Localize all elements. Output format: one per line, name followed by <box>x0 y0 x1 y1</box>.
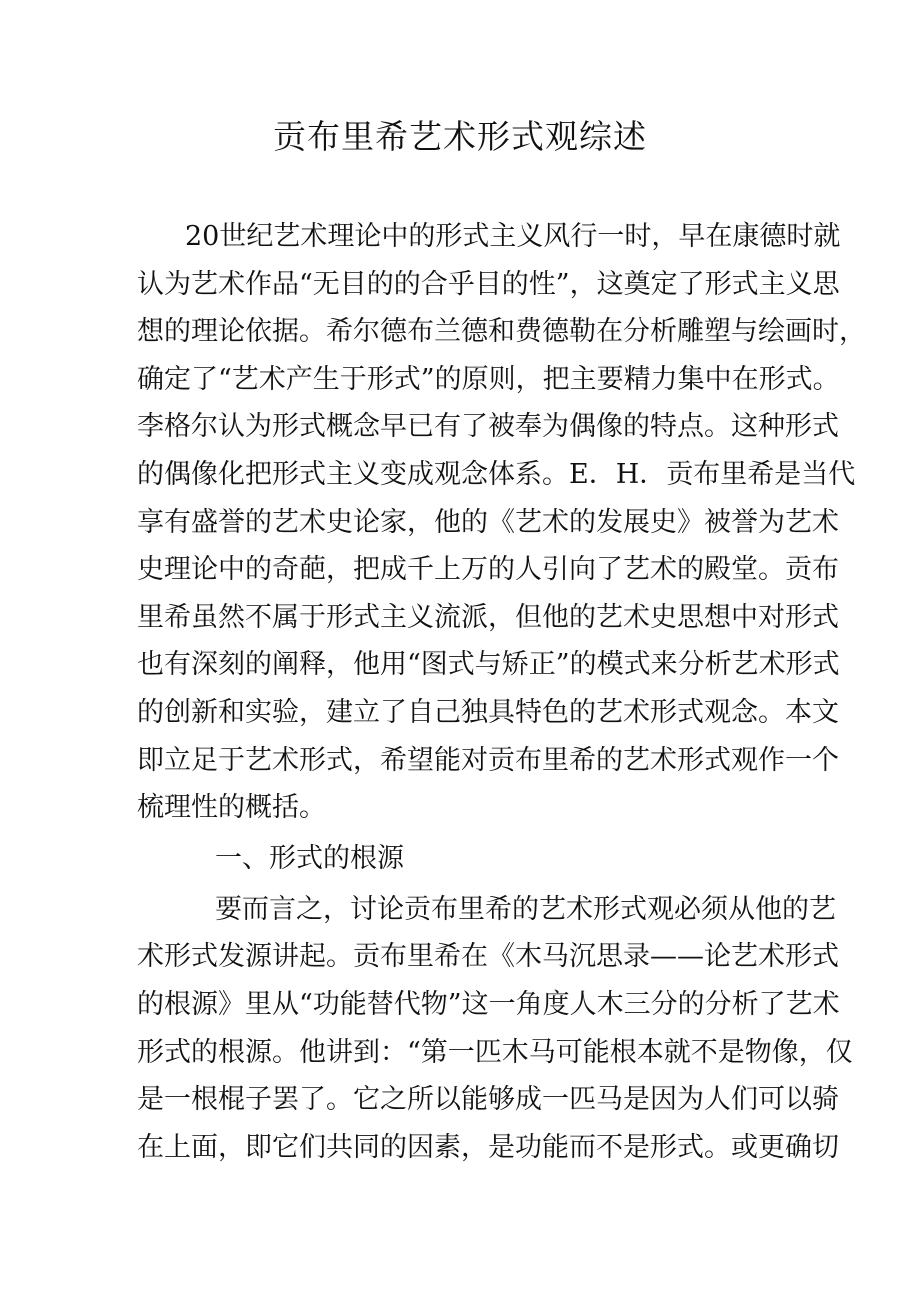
text-line: 的偶像化把形式主义变成观念体系。E．H．贡布里希是当代 <box>137 458 856 490</box>
document-body <box>137 213 866 1171</box>
document-title: 贡布里希艺术形式观综述 <box>273 117 647 156</box>
text-line: 里希虽然不属于形式主义流派，但他的艺术史思想中对形式 <box>137 601 839 633</box>
text-line: 在上面，即它们共同的因素，是功能而不是形式。或更确切 <box>137 1131 839 1163</box>
text-line: 要而言之，讨论贡布里希的艺术形式观必须从他的艺 <box>215 893 836 925</box>
text-line: 20世纪艺术理论中的形式主义风行一时，早在康德时就 <box>185 221 841 252</box>
text-line: 认为艺术作品“无目的的合乎目的性”，这奠定了形式主义思 <box>137 268 840 300</box>
text-line: 形式的根源。他讲到：“第一匹木马可能根本就不是物像，仅 <box>137 1036 853 1068</box>
text-line: 想的理论依据。希尔德布兰德和费德勒在分析雕塑与绘画时， <box>137 316 866 348</box>
text-line: 李格尔认为形式概念早已有了被奉为偶像的特点。这种形式 <box>137 411 839 443</box>
paragraph-1 <box>137 213 866 832</box>
text-line: 享有盛誉的艺术史论家，他的《艺术的发展史》被誉为艺术 <box>137 506 839 538</box>
text-line: 是一根棍子罢了。它之所以能够成一匹马是因为人们可以骑 <box>137 1084 839 1116</box>
text-line: 的根源》里从“功能替代物”这一角度人木三分的分析了艺术 <box>137 988 840 1020</box>
text-line: 史理论中的奇葩，把成千上万的人引向了艺术的殿堂。贡布 <box>137 554 839 586</box>
text-line: 即立足于艺术形式，希望能对贡布里希的艺术形式观作一个 <box>137 744 839 776</box>
text-line: 术形式发源讲起。贡布里希在《木马沉思录——论艺术形式 <box>137 941 839 973</box>
paragraph-2 <box>137 886 853 1172</box>
text-line: 梳理性的概括。 <box>137 792 326 824</box>
section-heading: 一、形式的根源 <box>215 842 404 874</box>
text-line: 确定了“艺术产生于形式”的原则，把主要精力集中在形式。 <box>137 363 840 395</box>
text-line: 的创新和实验，建立了自己独具特色的艺术形式观念。本文 <box>137 696 839 728</box>
text-line: 也有深刻的阐释，他用“图式与矫正”的模式来分析艺术形式 <box>137 649 840 681</box>
